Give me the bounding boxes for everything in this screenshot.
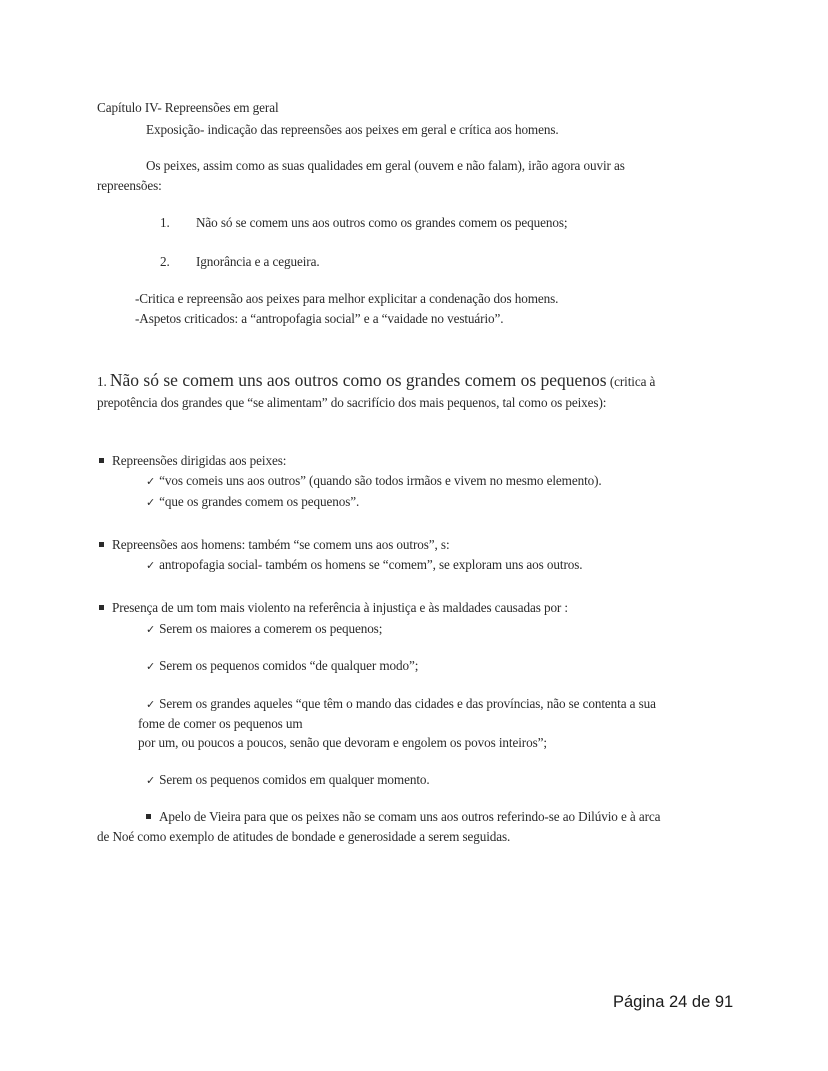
check-text: “que os grandes comem os pequenos”. [159, 494, 360, 509]
bullet-item [99, 537, 450, 553]
section-title: Não só se comem uns aos outros como os grandes comem os pequenos [109, 370, 607, 390]
square-bullet-icon [146, 814, 151, 819]
intro-line-1: Os peixes, assim como as suas qualidades em geral (ouvem e não falam), irão agora ouvir as [146, 158, 625, 173]
square-bullet-icon [99, 542, 104, 547]
section-1-heading [97, 370, 655, 390]
check-icon: ✓ [146, 660, 156, 673]
final-bullet [146, 809, 660, 825]
note-1: -Critica e repreensão aos peixes para melhor explicitar a condenação dos homens. [135, 291, 559, 306]
check-item [146, 621, 382, 638]
check-icon: ✓ [146, 623, 156, 636]
item-text: Não só se comem uns aos outros como os grandes comem os pequenos; [196, 215, 568, 230]
check-icon: ✓ [146, 698, 156, 711]
check-text: Serem os pequenos comidos em qualquer momento. [159, 772, 430, 787]
chapter-heading: Capítulo IV- Repreensões em geral [97, 100, 279, 115]
check-text: antropofagia social- também os homens se “comem”, se exploram uns aos outros. [159, 557, 583, 572]
check-item [146, 772, 430, 789]
square-bullet-icon [99, 605, 104, 610]
square-bullet-icon [99, 458, 104, 463]
check-item [146, 696, 656, 713]
numbered-item-2 [160, 254, 320, 270]
section-1-subtitle: prepotência dos grandes que “se alimentam” do sacrifício dos mais pequenos, tal como os peixes): [97, 395, 607, 410]
bullet-text: Repreensões aos homens: também “se comem uns aos outros”, s: [112, 537, 450, 552]
intro-line-2: repreensões: [97, 178, 162, 193]
check-icon: ✓ [146, 496, 156, 509]
exposition-line: Exposição- indicação das repreensões aos peixes em geral e crítica aos homens. [146, 122, 559, 137]
check-text: “vos comeis uns aos outros” (quando são todos irmãos e vivem no mesmo elemento). [159, 473, 602, 488]
check-item-continuation: por um, ou poucos a poucos, senão que devoram e engolem os povos inteiros”; [138, 735, 547, 750]
note-2: -Aspetos criticados: a “antropofagia social” e a “vaidade no vestuário”. [135, 311, 504, 326]
bullet-text: Apelo de Vieira para que os peixes não se comam uns aos outros referindo-se ao Dilúvio e à arca [159, 809, 661, 824]
final-bullet-continuation: de Noé como exemplo de atitudes de bondade e generosidade a serem seguidas. [97, 829, 511, 844]
check-text: Serem os grandes aqueles “que têm o mando das cidades e das províncias, não se contenta a sua [159, 696, 656, 711]
bullet-item [99, 600, 568, 616]
check-item [146, 557, 582, 574]
numbered-item-1 [160, 215, 567, 231]
check-icon: ✓ [146, 475, 156, 488]
check-item [146, 658, 418, 675]
check-item [146, 473, 602, 490]
section-title-suffix: (critica à [609, 374, 656, 389]
check-icon: ✓ [146, 774, 156, 787]
check-text: Serem os maiores a comerem os pequenos; [159, 621, 383, 636]
check-item [146, 494, 359, 511]
section-number: 1. [97, 374, 107, 389]
item-number: 2. [160, 254, 170, 269]
check-item-continuation: fome de comer os pequenos um [138, 716, 303, 731]
bullet-item [99, 453, 286, 469]
bullet-text: Repreensões dirigidas aos peixes: [112, 453, 287, 468]
page-number: Página 24 de 91 [613, 993, 734, 1011]
item-text: Ignorância e a cegueira. [196, 254, 320, 269]
check-text: Serem os pequenos comidos “de qualquer modo”; [159, 658, 419, 673]
item-number: 1. [160, 215, 170, 230]
check-icon: ✓ [146, 559, 156, 572]
bullet-text: Presença de um tom mais violento na referência à injustiça e às maldades causadas por : [112, 600, 568, 615]
